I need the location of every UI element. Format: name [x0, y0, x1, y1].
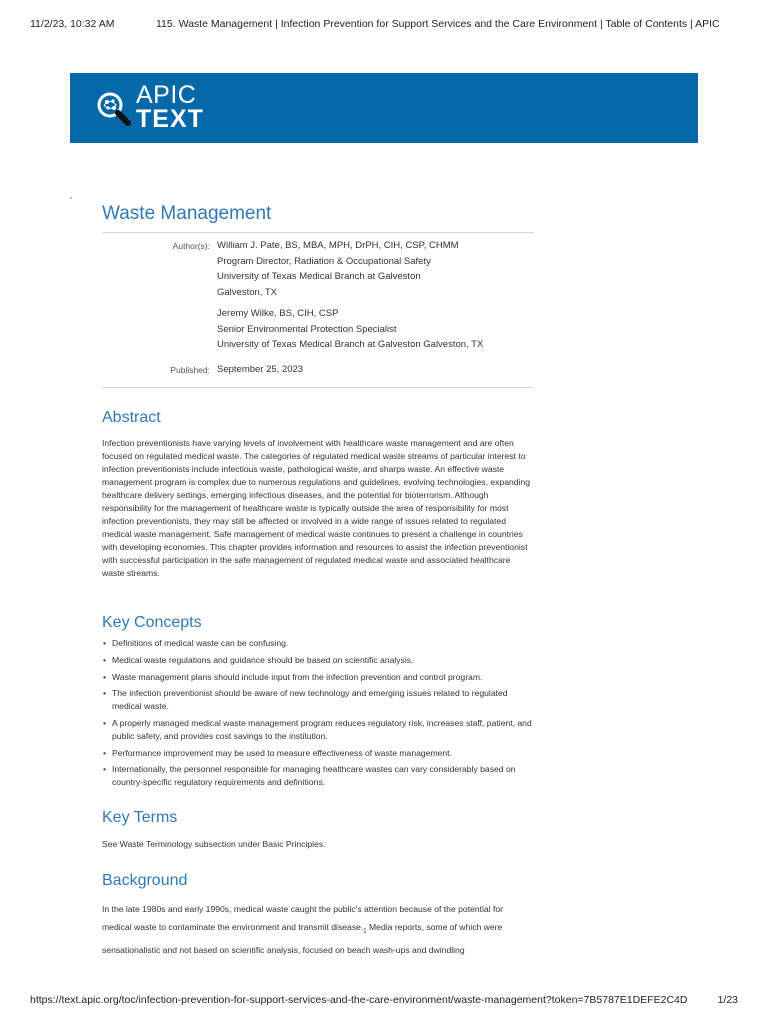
page-url[interactable]: https://text.apic.org/toc/infection-prevention-for-support-services-and-the-care-environment/waste-management?token=7B5787E1DEFE2C4D — [30, 994, 688, 1006]
list-item: • Medical waste regulations and guidance should be based on scientific analysis. — [102, 654, 534, 667]
abstract-text: Infection preventionists have varying levels of involvement with healthcare waste management and are often focused on regulated medical waste. The categories of regulated medical waste streams of particular interest to infection preventionists include infectious waste, pathological waste, and sharps waste. An effective waste management program is complex due to numerous regulations and guidelines, evolving technologies, expanding healthcare delivery settings, emerging infectious diseases, and the potential for bioterrorism. Although responsibility for the management of healthcare waste is typically outside the area of responsibility for most infection preventionists, they may still be affected or involved in a wide range of issues related to regulated medical waste management. Safe management of medical waste continues to present a challenge in countries with developing economies. This chapter provides information and resources to assist the infection preventionist with successful participation in the safe management of regulated medical waste and associated healthcare waste streams. — [102, 438, 531, 578]
meta-divider — [102, 387, 534, 388]
logo-apic: APIC — [136, 81, 197, 109]
authors-label: Author(s): — [172, 241, 210, 251]
list-item: • The infection preventionist should be aware of new technology and emerging issues related to regulated medical waste. — [102, 687, 534, 713]
author-1 — [217, 238, 459, 300]
list-item: • A properly managed medical waste management program reduces regulatory risk, increases staff, patient, and public safety, and provides cost savings to the institution. — [102, 717, 534, 743]
author-2 — [217, 306, 483, 353]
key-concepts-heading: Key Concepts — [102, 614, 202, 631]
author-2-name: Jeremy Wilke, BS, CIH, CSP — [217, 308, 339, 319]
logo-text: TEXT — [136, 105, 204, 133]
background-text — [102, 900, 534, 959]
author-1-location: Galveston, TX — [217, 286, 278, 298]
print-datetime: 11/2/23, 10:32 AM — [30, 18, 115, 30]
title-divider — [102, 232, 534, 233]
author-1-role: Program Director, Radiation & Occupational Safety — [217, 255, 431, 267]
print-footer — [30, 994, 738, 1006]
print-header — [30, 18, 738, 30]
decorative-dot — [70, 197, 72, 199]
list-item: • Internationally, the personnel responsible for managing healthcare wastes can vary considerably based on country-specific regulatory requirements and definitions. — [102, 763, 534, 789]
microscope-magnifier-icon — [96, 89, 136, 137]
abstract-heading: Abstract — [102, 409, 161, 426]
author-1-org: University of Texas Medical Branch at Galveston — [217, 271, 421, 282]
background-text-part2: Media reports, some of which were sensationalistic and not based on scientific analysis, focused on beach wash-ups and dwindling — [102, 922, 503, 955]
list-item: • Waste management plans should include input from the infection prevention and control program. — [102, 671, 534, 684]
author-2-org: University of Texas Medical Branch at Galveston Galveston, TX — [217, 339, 484, 350]
key-concepts-list — [102, 637, 534, 793]
background-text-part1: In the late 1980s and early 1990s, medical waste caught the public's attention because of the potential for medical waste to contaminate the environment and transmit disease. — [102, 904, 504, 932]
published-label: Published: — [170, 365, 210, 375]
author-2-role: Senior Environmental Protection Specialist — [217, 323, 397, 335]
published-date: September 25, 2023 — [217, 364, 304, 375]
list-item: • Definitions of medical waste can be confusing. — [102, 637, 534, 650]
author-1-name: William J. Pate, BS, MBA, MPH, DrPH, CIH, CSP, CHMM — [217, 240, 459, 251]
key-terms-text: See Waste Terminology subsection under Basic Principles. — [102, 839, 326, 849]
page-number: 1/23 — [717, 994, 738, 1006]
apic-banner[interactable] — [70, 73, 698, 143]
page-title: Waste Management — [102, 203, 272, 224]
print-page-title: 115. Waste Management | Infection Prevention for Support Services and the Care Environment | Table of Contents | APIC — [156, 18, 720, 30]
background-heading: Background — [102, 872, 188, 889]
list-item: • Performance improvement may be used to measure effectiveness of waste management. — [102, 747, 534, 760]
citation-ref[interactable]: 1 — [363, 928, 367, 935]
key-terms-heading: Key Terms — [102, 809, 178, 826]
